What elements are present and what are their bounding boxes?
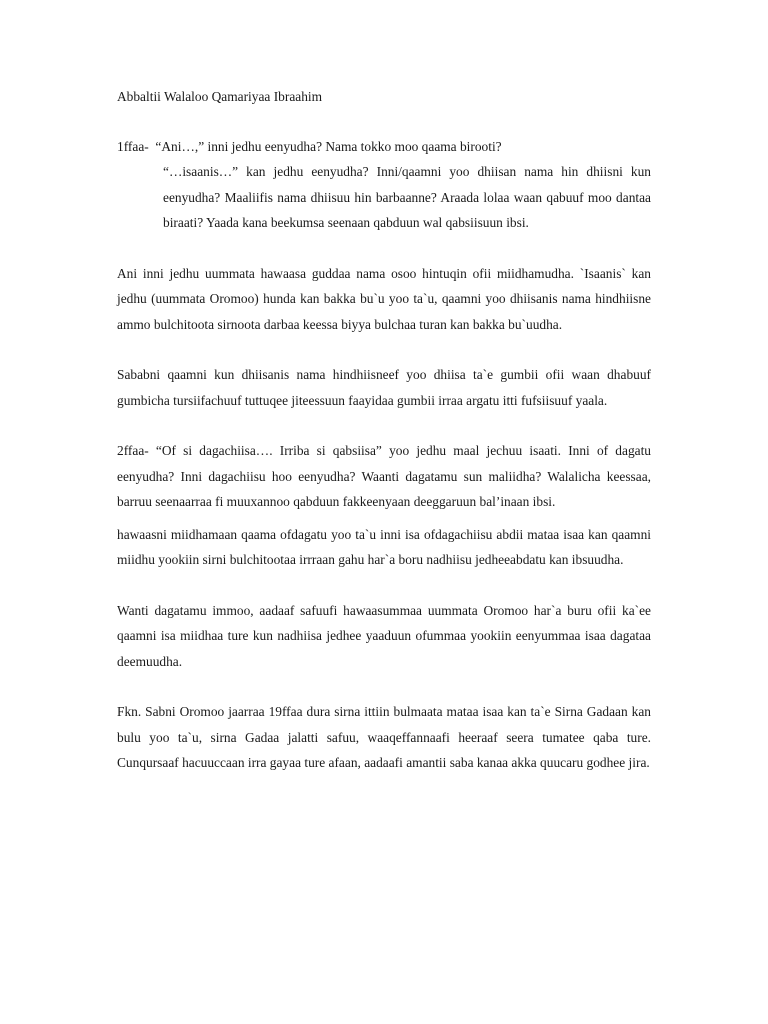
document-page [117,84,651,801]
question-1-text: “Ani…,” inni jedhu eenyudha? Nama tokko moo qaama birooti? [155,139,502,154]
question-1-number: 1ffaa- [117,139,149,154]
answer-1-paragraph-1: Ani inni jedhu uummata hawaasa guddaa nama osoo hintuqin ofii miidhamudha. `Isaanis` kan jedhu (uummata Oromoo) hunda kan bakka bu`u yoo ta`u, qaamni yoo dhiisanis nama hindhiisne ammo bulchitoota sirnoota darbaa keessa biyya bulchaa turan kan bakka bu`uudha. [117,265,651,332]
answer-1-paragraph-2: Sababni qaamni kun dhiisanis nama hindhiisneef yoo dhiisa ta`e gumbii ofii waan dhabuuf gumbicha tursiifachuuf tuttuqee jiteessuun faayidaa gumbii irraa argatu itti fufsiisuuf yaala. [117,367,651,408]
question-1-continuation: “…isaanis…” kan jedhu eenyudha? Inni/qaamni yoo dhiisan nama hin dhiisni kun eenyudha? Maaliifis nama dhiisuu hin barbaanne? Araada lolaa waan qabuuf moo dantaa biraati? Yaada kana beekumsa seenaan qabduun wal qabsiisuun ibsi. [163,164,651,230]
question-1-first-line [117,134,651,159]
answer-2-paragraph-3: Fkn. Sabni Oromoo jaarraa 19ffaa dura sirna ittiin bulmaata mataa isaa kan ta`e Sirna Gadaan kan bulu yoo ta`u, sirna Gadaa jalatti safuu, waaqeffannaafi heeraaf seera tumatee qaba ture. Cunqursaaf hacuuccaan irra gayaa ture afaan, aadaafi amantii saba kanaa akka quucaru godhee jira. [117,704,651,770]
document-title: Abbaltii Walaloo Qamariyaa Ibraahim [117,89,323,104]
answer-2-paragraph-2: Wanti dagatamu immoo, aadaaf safuufi hawaasummaa uummata Oromoo har`a buru ofii ka`ee qaamni isa miidhaa ture kun nadhiisa jedhee yaaduun ofummaa yookiin eenyummaa isaa dagataa deemuudha. [117,602,651,669]
question-2-paragraph: 2ffaa- “Of si dagachiisa…. Irriba si qabsiisa” yoo jedhu maal jechuu isaati. Inni of dagatu eenyudha? Inni dagachiisu hoo eenyudha? Waanti dagatamu sun maliidha? Walalicha keessaa, barruu seenaarraa fi muuxannoo qabduun fakkeenyaan deeggaruun bal’inaan ibsi. [117,443,651,509]
answer-2-paragraph-1: hawaasni miidhamaan qaama ofdagatu yoo ta`u inni isa ofdagachiisu abdii mataa isaa kan qaamni miidhu yookiin sirni bulchitootaa irrraan gahu har`a boru nadhiisu jedheeabdatu kan ibsuudha. [117,526,651,567]
